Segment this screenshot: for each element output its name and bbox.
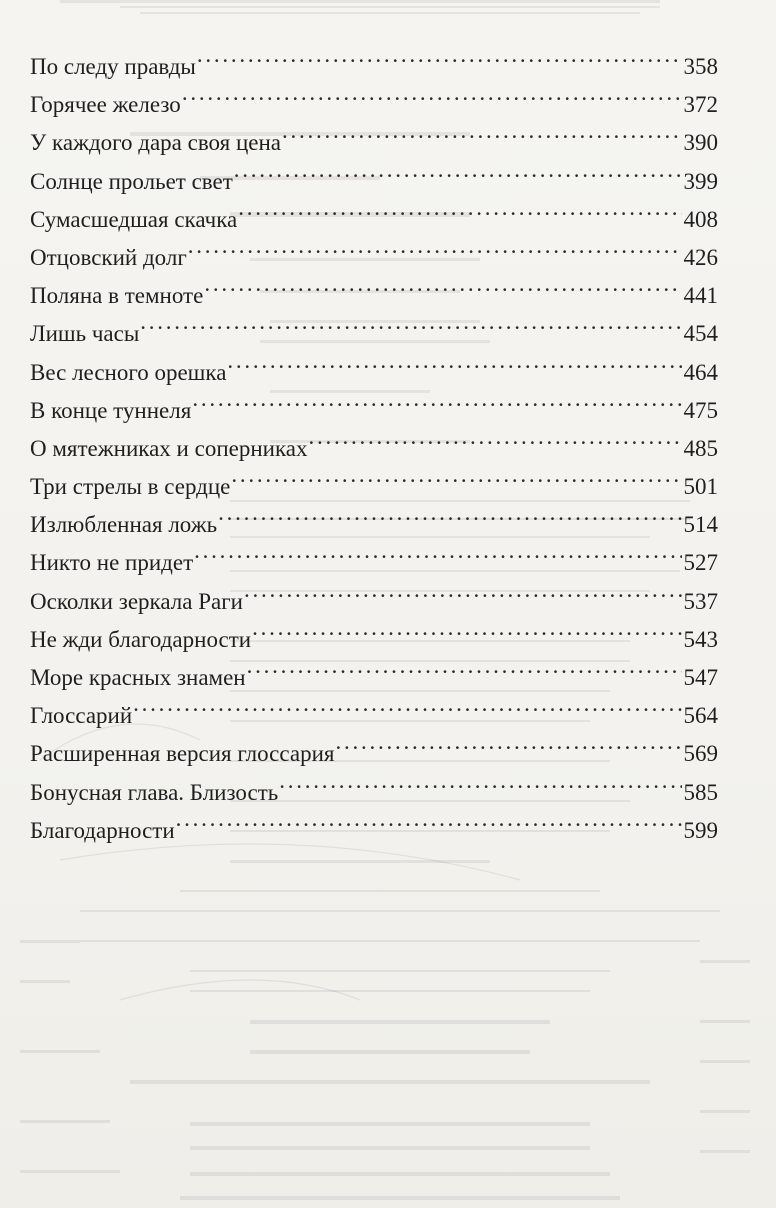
toc-entry-page: 390 [683, 130, 718, 156]
toc-entry-page: 372 [683, 92, 718, 118]
dot-leader [204, 265, 681, 303]
toc-entry-title: У каждого дара своя цена [30, 130, 281, 156]
toc-entry-title: Вес лесного орешка [30, 359, 227, 385]
dot-leader [182, 74, 682, 112]
dot-leader [218, 494, 681, 532]
toc-entry-title: Бонусная глава. Близость [30, 779, 279, 805]
toc-entry [30, 723, 718, 767]
dot-leader [194, 532, 681, 570]
dot-leader [247, 647, 682, 685]
toc-entry-page: 408 [683, 206, 718, 232]
toc-entry-page: 543 [683, 626, 718, 652]
dot-leader [234, 151, 682, 189]
toc-entry-title: О мятежниках и соперниках [30, 435, 308, 461]
toc-entry-page: 599 [683, 817, 718, 843]
toc-entry-title: Три стрелы в сердце [30, 474, 231, 500]
toc-entry-title: Никто не придет [30, 550, 194, 576]
toc-entry-title: Море красных знамен [30, 665, 246, 690]
dot-leader [252, 609, 681, 647]
toc-entry-page: 441 [683, 283, 718, 309]
dot-leader [308, 418, 681, 456]
toc-entry-title: Благодарности [30, 817, 175, 843]
toc-entry [30, 685, 718, 729]
toc-entry-page: 426 [683, 244, 718, 270]
dot-leader [335, 723, 681, 761]
toc-entry-title: В конце туннеля [30, 397, 192, 423]
dot-leader [238, 189, 681, 227]
dot-leader [282, 112, 682, 150]
toc-entry-page: 569 [683, 741, 718, 767]
dot-leader [227, 342, 681, 380]
dot-leader [279, 762, 681, 800]
toc-entry-title: Горячее железо [30, 92, 181, 118]
toc-entry-title: Не жди благодарности [30, 626, 252, 652]
toc-entry-title: Глоссарий [30, 703, 133, 729]
toc-entry [30, 36, 718, 79]
toc-entry-page: 514 [683, 512, 718, 538]
toc-entry-title: Сумасшедшая скачка [30, 206, 238, 232]
table-of-contents [30, 36, 718, 843]
toc-entry-page: 358 [683, 54, 718, 79]
dot-leader [188, 227, 682, 265]
dot-leader [176, 800, 682, 838]
toc-entry-title: Солнце прольет свет [30, 168, 233, 194]
toc-entry-page: 399 [683, 168, 718, 194]
toc-entry-page: 564 [683, 703, 718, 729]
toc-entry-title: Поляна в темноте [30, 283, 204, 309]
toc-entry-page: 547 [683, 665, 718, 690]
toc-entry-title: Излюбленная ложь [30, 512, 218, 538]
toc-entry-page: 475 [683, 397, 718, 423]
toc-entry-title: Лишь часы [30, 321, 140, 347]
dot-leader [197, 36, 682, 74]
dot-leader [133, 685, 681, 723]
toc-entry-page: 585 [683, 779, 718, 805]
toc-entry-title: По следу правды [30, 54, 196, 79]
dot-leader [244, 571, 682, 609]
toc-entry-page: 454 [683, 321, 718, 347]
toc-entry-page: 527 [683, 550, 718, 576]
toc-entry-page: 464 [683, 359, 718, 385]
dot-leader [192, 380, 681, 418]
toc-entry-page: 485 [683, 435, 718, 461]
dot-leader [231, 456, 681, 494]
toc-entry-page: 501 [683, 474, 718, 500]
toc-entry-title: Осколки зеркала Раги [30, 588, 243, 614]
toc-entry-title: Расширенная версия глоссария [30, 741, 335, 767]
dot-leader [140, 303, 681, 341]
toc-entry-title: Отцовский долг [30, 244, 187, 270]
toc-entry-page: 537 [683, 588, 718, 614]
